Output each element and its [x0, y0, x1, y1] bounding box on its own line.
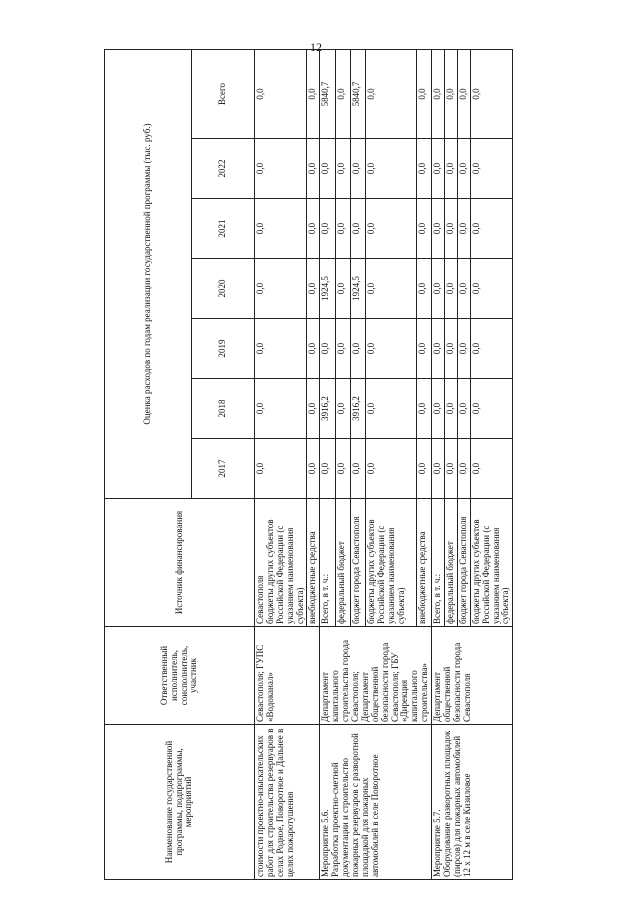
cell-value: 0,0: [335, 439, 350, 499]
page-number: 12: [310, 40, 322, 54]
cell-value: 0,0: [307, 439, 320, 499]
cell-value: 0,0: [255, 50, 307, 139]
cell-value: 0,0: [255, 439, 307, 499]
cell-value: 0,0: [470, 259, 513, 319]
cell-value: 0,0: [335, 319, 350, 379]
budget-table: [104, 49, 513, 880]
cell-value: 0,0: [255, 199, 307, 259]
cell-value: 0,0: [416, 319, 431, 379]
row-executor: Севастополя; ГУПС «Водоканал»: [255, 627, 320, 725]
cell-value: 0,0: [470, 319, 513, 379]
cell-value: 0,0: [445, 259, 458, 319]
cell-value: 0,0: [445, 50, 458, 139]
header-estimate: Оценка расходов по годам реализации государственной программы (тыс. руб.): [105, 50, 192, 499]
cell-value: 0,0: [416, 259, 431, 319]
row-name: стоимости проектно-изыскательских работ для строительства резервуаров в селах Родное, Поворотное и Дальнее в целях пожаротушения: [255, 725, 320, 880]
cell-value: 0,0: [366, 259, 417, 319]
header-year: 2021: [192, 199, 255, 259]
row-source: внебюджетные средства: [416, 499, 431, 627]
cell-value: 0,0: [307, 139, 320, 199]
cell-value: 0,0: [416, 379, 431, 439]
table-row: [320, 50, 335, 880]
cell-value: 0,0: [366, 319, 417, 379]
row-source: Всего, в т. ч.:: [320, 499, 335, 627]
row-name: Мероприятие 5.6. Разработка проектно-сметной документации и строительство пожарных резервуаров с разворотной площадкой для пожарных автомобилей в селе Поворотное: [320, 725, 432, 880]
cell-value: 0,0: [445, 439, 458, 499]
header-name: Наименование государственной программы, подпрограммы, мероприятий: [105, 725, 255, 880]
row-name: Мероприятие 5.7. Оборудование разворотных площадок (пирсов) для пожарных автомобилей 12 х 12 м в селе Кизиловое: [432, 725, 513, 880]
cell-value: 0,0: [307, 259, 320, 319]
header-year: 2019: [192, 319, 255, 379]
cell-value: 0,0: [457, 439, 470, 499]
cell-value: 0,0: [255, 379, 307, 439]
cell-value: 0,0: [307, 379, 320, 439]
cell-value: 0,0: [457, 379, 470, 439]
cell-value: 0,0: [416, 139, 431, 199]
cell-value: 0,0: [335, 379, 350, 439]
row-source: бюджеты других субъектов Российской Федерации (с указанием наименования субъекта): [470, 499, 513, 627]
cell-value: 0,0: [335, 199, 350, 259]
row-source: федеральный бюджет: [335, 499, 350, 627]
cell-value: 0,0: [307, 199, 320, 259]
cell-value: 0,0: [432, 139, 445, 199]
cell-value: 0,0: [320, 199, 335, 259]
cell-value: 0,0: [445, 199, 458, 259]
cell-value: 0,0: [320, 439, 335, 499]
header-total: Всего: [192, 50, 255, 139]
cell-value: 5840,7: [320, 50, 335, 139]
cell-value: 0,0: [366, 50, 417, 139]
cell-value: 0,0: [470, 199, 513, 259]
cell-value: 0,0: [335, 139, 350, 199]
cell-value: 0,0: [350, 199, 365, 259]
cell-value: 0,0: [320, 319, 335, 379]
row-source: Севастополя бюджеты других субъектов Российской Федерации (с указанием наименования субъекта): [255, 499, 307, 627]
cell-value: 0,0: [366, 439, 417, 499]
cell-value: 0,0: [320, 139, 335, 199]
row-executor: Департамент капитального строительства города Севастополя; Департамент общественной безопасности города Севастополя; ГБУ «Дирекция капитального строительства»: [320, 627, 432, 725]
cell-value: 0,0: [470, 439, 513, 499]
row-source: Всего, в т. ч.:: [432, 499, 445, 627]
header-executor: Ответственный исполнитель, соисполнитель, участник: [105, 627, 255, 725]
row-source: федеральный бюджет: [445, 499, 458, 627]
cell-value: 0,0: [255, 259, 307, 319]
cell-value: 0,0: [350, 319, 365, 379]
cell-value: 0,0: [416, 199, 431, 259]
cell-value: 0,0: [350, 139, 365, 199]
header-source: Источник финансирования: [105, 499, 255, 627]
cell-value: 0,0: [307, 319, 320, 379]
row-source: бюджет города Севастополя: [457, 499, 470, 627]
cell-value: 0,0: [470, 379, 513, 439]
cell-value: 0,0: [255, 139, 307, 199]
cell-value: 0,0: [457, 319, 470, 379]
cell-value: 0,0: [350, 439, 365, 499]
header-year: 2018: [192, 379, 255, 439]
row-source: внебюджетные средства: [307, 499, 320, 627]
table-row: [432, 50, 445, 880]
cell-value: 0,0: [432, 259, 445, 319]
header-year: 2022: [192, 139, 255, 199]
cell-value: 0,0: [432, 199, 445, 259]
cell-value: 1924,5: [350, 259, 365, 319]
cell-value: 0,0: [470, 50, 513, 139]
cell-value: 0,0: [432, 319, 445, 379]
cell-value: 0,0: [432, 50, 445, 139]
header-year: 2017: [192, 439, 255, 499]
cell-value: 0,0: [470, 139, 513, 199]
cell-value: 0,0: [445, 139, 458, 199]
cell-value: 0,0: [457, 50, 470, 139]
cell-value: 0,0: [457, 199, 470, 259]
cell-value: 0,0: [366, 379, 417, 439]
header-year: 2020: [192, 259, 255, 319]
row-source: бюджет города Севастополя: [350, 499, 365, 627]
cell-value: 0,0: [366, 199, 417, 259]
cell-value: 0,0: [335, 259, 350, 319]
cell-value: 0,0: [457, 259, 470, 319]
cell-value: 0,0: [255, 319, 307, 379]
table-row: [255, 50, 307, 880]
cell-value: 0,0: [335, 50, 350, 139]
cell-value: 0,0: [432, 379, 445, 439]
cell-value: 5840,7: [350, 50, 365, 139]
cell-value: 0,0: [366, 139, 417, 199]
cell-value: 0,0: [432, 439, 445, 499]
cell-value: 0,0: [416, 439, 431, 499]
cell-value: 0,0: [416, 50, 431, 139]
rotated-table-container: [104, 50, 614, 880]
row-source: бюджеты других субъектов Российской Федерации (с указанием наименования субъекта): [366, 499, 417, 627]
cell-value: 3916,2: [350, 379, 365, 439]
cell-value: 0,0: [457, 139, 470, 199]
cell-value: 1924,5: [320, 259, 335, 319]
cell-value: 0,0: [307, 50, 320, 139]
row-executor: Департамент общественной безопасности города Севастополя: [432, 627, 513, 725]
cell-value: 0,0: [445, 379, 458, 439]
cell-value: 0,0: [445, 319, 458, 379]
cell-value: 3916,2: [320, 379, 335, 439]
